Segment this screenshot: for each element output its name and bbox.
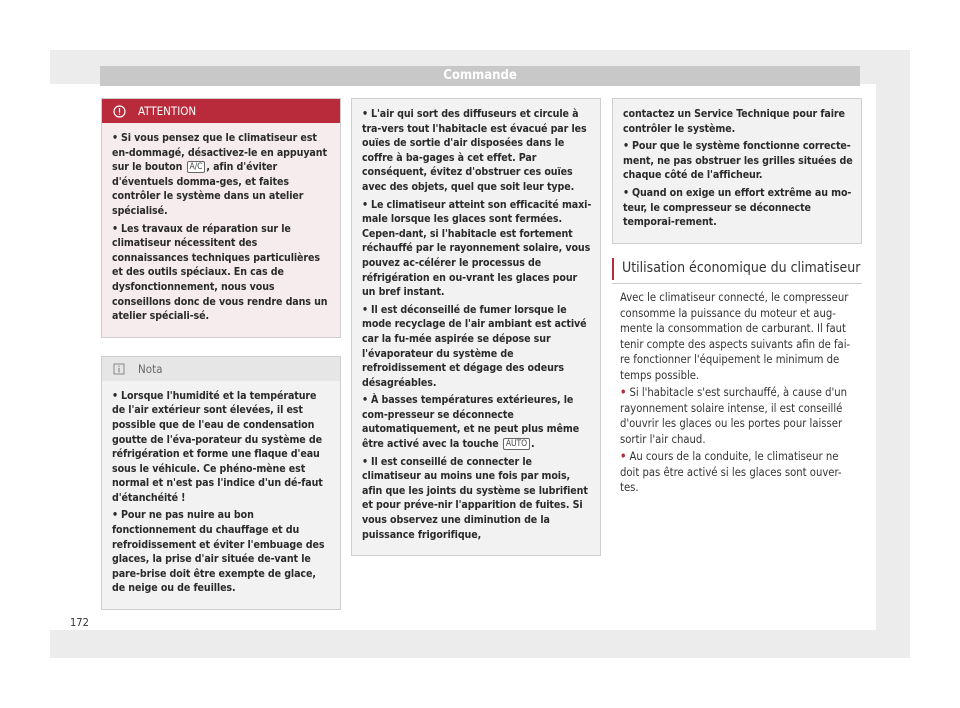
section-title: Utilisation économique du climatiseur (612, 258, 862, 280)
section-bullet: • Au cours de la conduite, le climatiseur ne doit pas être activé si les glaces sont ouver-tes. (620, 450, 842, 494)
section-divider (612, 283, 862, 284)
nota-item: • L'air qui sort des diffuseurs et circule à tra-vers tout l'habitacle est évacué par les ouïes de sortie d'air disposées dans le coffre à ba-gages à cet effet. Par conséquent, évitez d'obstruer ces ouïes avec des objets, quel que soit leur type. (362, 108, 587, 193)
attention-label: ATTENTION (138, 104, 197, 118)
nota-item: • Il est conseillé de connecter le climatiseur au moins une fois par mois, afin que les joints du système se lubrifient et pour préve-nir l'apparition de fuites. Si vous observez une diminution de la puissance frigorifique, (362, 455, 588, 541)
nota-item: • Pour ne pas nuire au bon fonctionnement du chauffage et du refroidissement et éviter l'embuage des glaces, la prise d'air située de-vant le pare-brise doit être exempte de glace, de neige ou de feuilles. (112, 509, 325, 595)
nota-box (101, 356, 341, 610)
column-2 (351, 98, 601, 556)
nota-continuation-body (352, 99, 600, 555)
auto-button-label: AUTO (503, 438, 530, 450)
page-number: 172 (70, 616, 89, 629)
section-body (620, 290, 860, 498)
attention-body (102, 123, 340, 337)
section-intro: Avec le climatiseur connecté, le compresseur consomme la puissance du moteur et aug-mente la consommation de carburant. Il faut tenir compte des aspects suivants afin de fai-re fonctionner l'équipement le minimum de temps possible. (620, 291, 851, 382)
nota-item: • À basses températures extérieures, le com-presseur se déconnecte automatiquement, et ne peut plus même être activé avec la touche AUTO . (362, 394, 580, 451)
nota-continuation-box (351, 98, 601, 556)
nota-continuation-body-2 (613, 99, 861, 243)
nota-item: • Lorsque l'humidité et la température de l'air extérieur sont élevées, il est possible que de l'eau de condensation goutte de l'éva-porateur du système de réfrigération et forme une flaque d'eau sous le véhicule. Ce phéno-mène est normal et n'est pas l'indice d'un dé-faut d'étanchéité ! (112, 389, 323, 504)
nota-label: Nota (138, 361, 163, 376)
section-bullet: • Si l'habitacle s'est surchauffé, à cause d'un rayonnement solaire intense, il est conseillé d'ouvrir les glaces ou les portes pour laisser sortir l'air chaud. (620, 386, 848, 446)
continuation-text: contactez un Service Technique pour faire contrôler le système. (623, 108, 845, 135)
nota-item: • Quand on exige un effort extrême au mo-teur, le compresseur se déconnecte temporai-rement. (623, 186, 852, 229)
nota-item: • Il est déconseillé de fumer lorsque le mode recyclage de l'air ambiant est activé car la fu-mée aspirée se dépose sur l'évaporateur du système de refroidissement et dégage des odeurs désagréables. (362, 303, 587, 389)
column-3 (612, 98, 862, 244)
nota-continuation-box-2 (612, 98, 862, 244)
nota-header (102, 357, 340, 381)
nota-item: • Le climatiseur atteint son efficacité maxi-male lorsque les glaces sont fermées. Cepen-dant, si l'habitacle est fortement réchauffé par le rayonnement solaire, vous pouvez ac-célérer le processus de réfrigération en ou-vrant les glaces pour un bref instant. (362, 198, 592, 299)
attention-box (101, 98, 341, 338)
info-icon (112, 362, 126, 376)
alert-circle-icon (112, 104, 126, 118)
nota-body (102, 381, 340, 609)
attention-item: • Les travaux de réparation sur le climatiseur nécessitent des connaissances techniques particulières et des outils spéciaux. En cas de dysfonctionnement, nous vous conseillons donc de vous rendre dans un atelier spéciali-sé. (112, 222, 328, 323)
nota-item: • Pour que le système fonctionne correcte-ment, ne pas obstruer les grilles situées de chaque côté de l'afficheur. (623, 140, 853, 182)
column-1 (101, 98, 341, 610)
attention-item: • Si vous pensez que le climatiseur est en-dommagé, désactivez-le en appuyant sur le bouton A/C , afin d'éviter d'éventuels domma-ges, et faites contrôler le système dans un atelier spécialisé. (112, 132, 327, 217)
attention-header (102, 99, 340, 123)
ac-button-label: A/C (187, 161, 206, 173)
page-header: Commande (100, 66, 860, 86)
